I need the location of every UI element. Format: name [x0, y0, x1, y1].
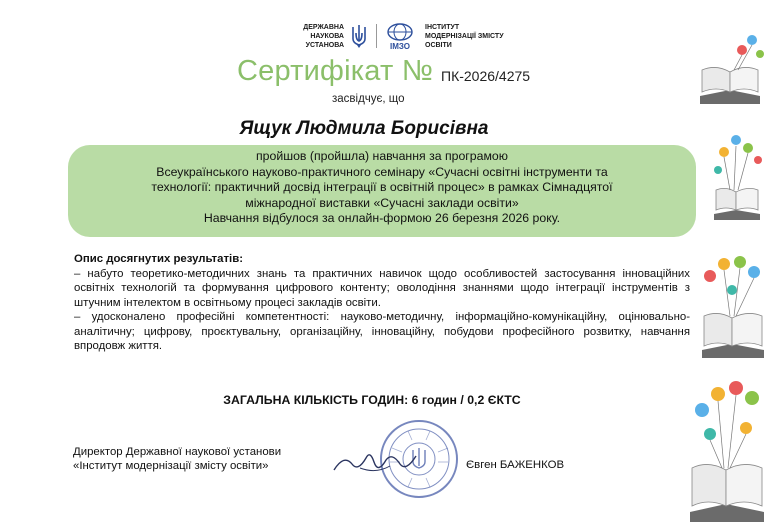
org-left-name: ДЕРЖАВНА НАУКОВА УСТАНОВА — [303, 23, 344, 49]
program-line: Навчання відбулося за онлайн-формою 26 березня 2026 року. — [203, 211, 561, 226]
certificate-title: Сертифікат № — [237, 55, 434, 87]
signer-name: Євген БАЖЕНКОВ — [466, 459, 565, 471]
title-row — [237, 55, 530, 88]
svg-text:ІМЗО: ІМЗО — [389, 42, 411, 50]
total-hours: ЗАГАЛЬНА КІЛЬКІСТЬ ГОДИН: 6 годин / 0,2 ЄКТС — [223, 393, 521, 407]
header-divider — [376, 24, 377, 48]
program-line: міжнародної виставки «Сучасні заклади освіти» — [245, 195, 519, 210]
org-right-name: ІНСТИТУТ МОДЕРНІЗАЦІЇ ЗМІСТУ ОСВІТИ — [425, 23, 504, 49]
signature-icon — [330, 444, 420, 480]
program-box — [68, 145, 696, 237]
results-title: Опис досягнутих результатів: — [74, 253, 243, 265]
program-line: технології: практичний досвід інтеграції в освітній процес» в рамках Сімнадцятої — [151, 180, 613, 195]
results-paragraph: – удосконалено професійні компетентності: науково-методичну, інформаційно-комунікаційну, оцінювально-аналітичну; цифрову, проєктувальну, організаційну, інноваційну, побудови професійного розвитку, навчання впродовж життя. — [74, 311, 690, 352]
director-position: Директор Державної наукової установи «Інститут модернізації змісту освіти» — [73, 446, 282, 472]
program-line: пройшов (пройшла) навчання за програмою — [256, 149, 508, 163]
certificate-number: ПК-2026/4275 — [441, 68, 531, 84]
certifies-text: засвідчує, що — [332, 93, 405, 105]
decorative-books-icon — [690, 0, 768, 526]
trident-icon — [350, 23, 368, 49]
imzo-logo-icon — [385, 22, 415, 50]
recipient-name: Ящук Людмила Борисівна — [239, 118, 489, 139]
results-paragraph: – набуто теоретико-методичних знань та практичних навичок щодо особливостей застосування інноваційних освітніх технологій та формування цифрового контенту; оволодіння знаннями щодо інтеграції інструментів з штучним інтелектом в освітньому процесі закладів освіти. — [74, 267, 690, 309]
header-logos — [296, 22, 521, 50]
results-section — [74, 252, 690, 354]
program-line: Всеукраїнського науково-практичного семінару «Сучасні освітні інструменти та — [156, 164, 608, 179]
